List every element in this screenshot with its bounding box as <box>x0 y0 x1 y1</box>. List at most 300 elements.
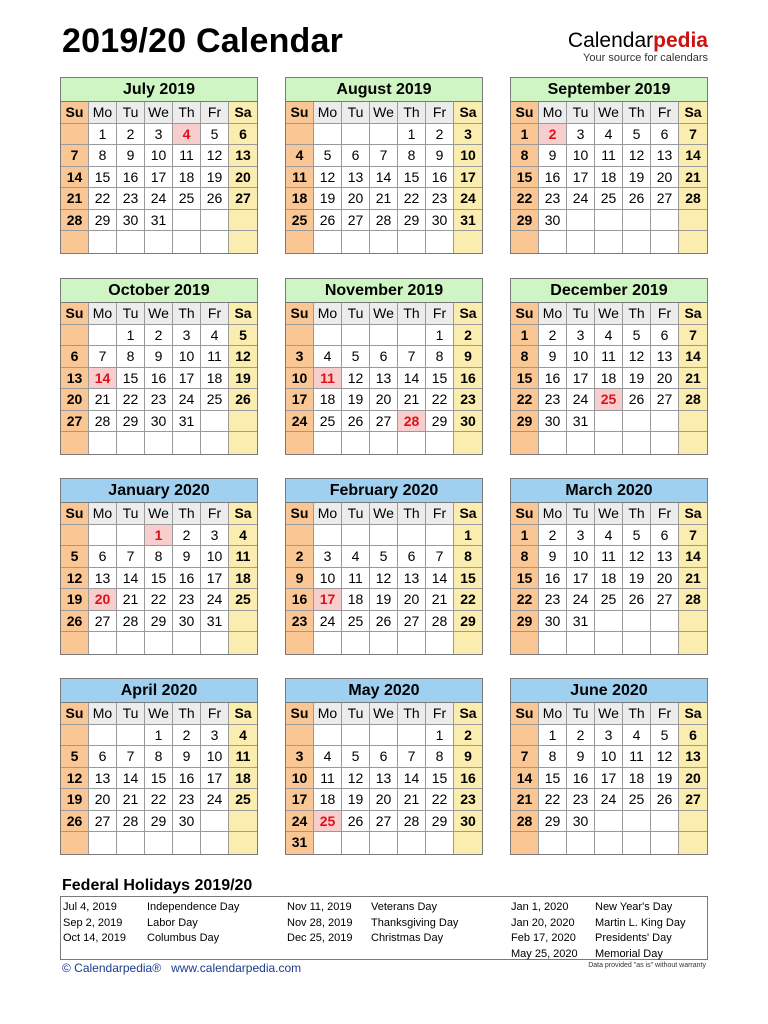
day-cell: 23 <box>454 389 482 411</box>
copyright-text: © Calendarpedia® <box>62 961 162 975</box>
day-cell: 14 <box>398 368 426 390</box>
day-cell: 5 <box>651 725 679 747</box>
empty-day-cell <box>201 832 229 854</box>
day-cell: 21 <box>679 568 707 590</box>
day-cell: 2 <box>539 325 567 347</box>
day-cell: 6 <box>651 325 679 347</box>
day-cell: 30 <box>173 611 201 633</box>
day-cell: 29 <box>117 411 145 433</box>
holiday-row <box>511 931 701 947</box>
day-cell: 11 <box>201 346 229 368</box>
weekday-header: Sa <box>454 303 482 325</box>
day-cell: 14 <box>511 768 539 790</box>
empty-day-cell <box>229 231 257 253</box>
day-cell: 30 <box>426 210 454 232</box>
empty-day-cell <box>117 525 145 547</box>
empty-day-cell <box>623 231 651 253</box>
day-cell: 8 <box>511 546 539 568</box>
empty-day-cell <box>173 832 201 854</box>
empty-day-cell <box>679 411 707 433</box>
empty-day-cell <box>61 725 89 747</box>
day-cell: 8 <box>454 546 482 568</box>
day-cell: 18 <box>229 768 257 790</box>
weekday-header: Fr <box>426 503 454 525</box>
weekday-header: Th <box>173 703 201 725</box>
day-cell: 4 <box>201 325 229 347</box>
empty-day-cell <box>342 325 370 347</box>
day-cell: 4 <box>595 325 623 347</box>
empty-day-cell <box>567 432 595 454</box>
day-cell: 25 <box>201 389 229 411</box>
empty-day-cell <box>117 432 145 454</box>
weekday-header: Tu <box>117 703 145 725</box>
empty-day-cell <box>539 231 567 253</box>
empty-day-cell <box>61 525 89 547</box>
weekday-header: Su <box>511 503 539 525</box>
day-cell: 25 <box>229 589 257 611</box>
weekday-header: We <box>595 303 623 325</box>
month-calendar <box>285 478 483 655</box>
day-cell: 9 <box>454 746 482 768</box>
day-cell: 27 <box>89 811 117 833</box>
day-cell: 2 <box>117 124 145 146</box>
brand-name-accent: pedia <box>653 29 708 52</box>
empty-day-cell <box>454 632 482 654</box>
day-cell: 20 <box>89 589 117 611</box>
day-cell: 6 <box>398 546 426 568</box>
empty-day-cell <box>398 432 426 454</box>
day-cell: 28 <box>61 210 89 232</box>
day-cell: 10 <box>145 145 173 167</box>
weekday-header: Su <box>61 102 89 124</box>
empty-day-cell <box>145 632 173 654</box>
weekday-header: Fr <box>201 303 229 325</box>
empty-day-cell <box>623 210 651 232</box>
day-cell: 29 <box>426 411 454 433</box>
day-cell: 15 <box>426 368 454 390</box>
day-cell: 25 <box>314 811 342 833</box>
weekday-header: Mo <box>314 102 342 124</box>
holiday-name: Christmas Day <box>371 932 444 944</box>
day-cell: 29 <box>426 811 454 833</box>
day-cell: 23 <box>173 589 201 611</box>
day-cell: 19 <box>201 167 229 189</box>
day-cell: 20 <box>651 167 679 189</box>
weekday-header: We <box>145 303 173 325</box>
day-cell: 23 <box>426 188 454 210</box>
empty-day-cell <box>229 210 257 232</box>
day-cell: 20 <box>61 389 89 411</box>
day-cell: 12 <box>370 568 398 590</box>
day-cell: 29 <box>511 411 539 433</box>
empty-day-cell <box>370 231 398 253</box>
day-cell: 10 <box>286 768 314 790</box>
day-cell: 24 <box>595 789 623 811</box>
empty-day-cell <box>651 811 679 833</box>
empty-day-cell <box>89 832 117 854</box>
weekday-header: Su <box>61 303 89 325</box>
weekday-header: We <box>370 102 398 124</box>
day-cell: 14 <box>370 167 398 189</box>
day-cell: 11 <box>173 145 201 167</box>
day-cell: 3 <box>567 124 595 146</box>
empty-day-cell <box>342 525 370 547</box>
empty-day-cell <box>370 725 398 747</box>
weekday-header: Su <box>286 303 314 325</box>
holiday-date: Feb 17, 2020 <box>511 932 576 944</box>
day-cell: 13 <box>89 568 117 590</box>
day-cell: 29 <box>89 210 117 232</box>
empty-day-cell <box>623 632 651 654</box>
empty-day-cell <box>61 325 89 347</box>
weekday-header: Tu <box>567 102 595 124</box>
day-cell: 29 <box>145 811 173 833</box>
day-cell: 8 <box>145 746 173 768</box>
day-cell: 6 <box>651 124 679 146</box>
empty-day-cell <box>595 832 623 854</box>
day-cell: 13 <box>679 746 707 768</box>
empty-day-cell <box>342 632 370 654</box>
weekday-header: Th <box>398 503 426 525</box>
weekday-header: Su <box>61 703 89 725</box>
weekday-header: Mo <box>314 703 342 725</box>
day-cell: 8 <box>539 746 567 768</box>
day-cell: 5 <box>229 325 257 347</box>
day-cell: 13 <box>651 546 679 568</box>
empty-day-cell <box>342 231 370 253</box>
website-link[interactable]: www.calendarpedia.com <box>171 961 302 975</box>
day-cell: 19 <box>623 167 651 189</box>
day-cell: 7 <box>89 346 117 368</box>
day-cell: 25 <box>595 389 623 411</box>
day-cell: 25 <box>595 188 623 210</box>
month-calendar <box>510 278 708 455</box>
day-cell: 24 <box>201 789 229 811</box>
holiday-name: New Year's Day <box>595 901 673 913</box>
holiday-date: Oct 14, 2019 <box>63 932 126 944</box>
day-cell: 14 <box>117 768 145 790</box>
day-cell: 4 <box>286 145 314 167</box>
day-cell: 5 <box>370 546 398 568</box>
day-cell: 4 <box>623 725 651 747</box>
day-cell: 6 <box>89 546 117 568</box>
day-cell: 11 <box>595 346 623 368</box>
empty-day-cell <box>651 210 679 232</box>
day-cell: 15 <box>539 768 567 790</box>
day-cell: 22 <box>89 188 117 210</box>
empty-day-cell <box>229 411 257 433</box>
day-cell: 5 <box>201 124 229 146</box>
empty-day-cell <box>89 325 117 347</box>
empty-day-cell <box>623 411 651 433</box>
weekday-header: Su <box>511 102 539 124</box>
day-cell: 24 <box>173 389 201 411</box>
day-cell: 14 <box>117 568 145 590</box>
day-cell: 17 <box>145 167 173 189</box>
day-cell: 22 <box>117 389 145 411</box>
day-cell: 17 <box>286 389 314 411</box>
day-cell: 21 <box>426 589 454 611</box>
day-cell: 28 <box>398 811 426 833</box>
empty-day-cell <box>229 632 257 654</box>
weekday-header: Mo <box>89 102 117 124</box>
holidays-table <box>60 896 708 960</box>
day-cell: 2 <box>454 725 482 747</box>
empty-day-cell <box>679 611 707 633</box>
day-cell: 23 <box>173 789 201 811</box>
day-cell: 26 <box>342 811 370 833</box>
day-cell: 1 <box>145 725 173 747</box>
empty-day-cell <box>229 811 257 833</box>
weekday-header: Mo <box>539 503 567 525</box>
weekday-header: Su <box>511 703 539 725</box>
day-cell: 18 <box>201 368 229 390</box>
day-cell: 16 <box>539 568 567 590</box>
day-cell: 8 <box>511 145 539 167</box>
empty-day-cell <box>201 811 229 833</box>
empty-day-cell <box>342 432 370 454</box>
weekday-header: Fr <box>426 303 454 325</box>
empty-day-cell <box>173 210 201 232</box>
weekday-header: Sa <box>679 102 707 124</box>
day-cell: 11 <box>342 568 370 590</box>
month-title: July 2019 <box>61 78 257 102</box>
day-cell: 24 <box>567 589 595 611</box>
weekday-header: Fr <box>651 303 679 325</box>
day-cell: 17 <box>314 589 342 611</box>
empty-day-cell <box>539 632 567 654</box>
day-cell: 23 <box>567 789 595 811</box>
holiday-row <box>63 931 253 947</box>
weekday-header: Sa <box>229 102 257 124</box>
weekday-header: We <box>595 102 623 124</box>
day-cell: 11 <box>286 167 314 189</box>
brand-logo <box>568 30 708 64</box>
weekday-header: Sa <box>679 303 707 325</box>
day-cell: 15 <box>454 568 482 590</box>
holiday-date: Jan 1, 2020 <box>511 901 569 913</box>
weekday-header: Tu <box>342 303 370 325</box>
day-cell: 7 <box>511 746 539 768</box>
empty-day-cell <box>314 832 342 854</box>
day-cell: 7 <box>679 124 707 146</box>
empty-day-cell <box>426 832 454 854</box>
day-cell: 8 <box>89 145 117 167</box>
empty-day-cell <box>595 231 623 253</box>
day-cell: 5 <box>61 546 89 568</box>
day-cell: 4 <box>229 525 257 547</box>
weekday-header: Tu <box>567 703 595 725</box>
month-calendar <box>510 678 708 855</box>
day-cell: 9 <box>539 346 567 368</box>
weekday-header: Th <box>623 102 651 124</box>
day-cell: 9 <box>286 568 314 590</box>
day-cell: 9 <box>454 346 482 368</box>
day-cell: 20 <box>229 167 257 189</box>
day-cell: 30 <box>145 411 173 433</box>
weekday-header: We <box>595 503 623 525</box>
day-cell: 8 <box>398 145 426 167</box>
day-cell: 2 <box>567 725 595 747</box>
day-cell: 6 <box>61 346 89 368</box>
empty-day-cell <box>595 632 623 654</box>
weekday-header: Su <box>286 102 314 124</box>
month-title: February 2020 <box>286 479 482 503</box>
day-cell: 1 <box>145 525 173 547</box>
weekday-header: Mo <box>539 703 567 725</box>
weekday-header: Th <box>623 703 651 725</box>
empty-day-cell <box>370 832 398 854</box>
holiday-date: Dec 25, 2019 <box>287 932 353 944</box>
empty-day-cell <box>314 432 342 454</box>
month-title: August 2019 <box>286 78 482 102</box>
empty-day-cell <box>623 611 651 633</box>
day-cell: 5 <box>623 124 651 146</box>
holiday-date: Nov 11, 2019 <box>287 901 352 913</box>
day-cell: 6 <box>342 145 370 167</box>
day-cell: 15 <box>511 167 539 189</box>
day-cell: 3 <box>567 325 595 347</box>
day-cell: 8 <box>426 746 454 768</box>
empty-day-cell <box>286 432 314 454</box>
day-cell: 15 <box>511 368 539 390</box>
weekday-header: Mo <box>314 503 342 525</box>
day-cell: 11 <box>314 368 342 390</box>
empty-day-cell <box>426 231 454 253</box>
day-cell: 26 <box>201 188 229 210</box>
weekday-header: Tu <box>117 503 145 525</box>
day-cell: 26 <box>370 611 398 633</box>
day-cell: 25 <box>314 411 342 433</box>
empty-day-cell <box>567 231 595 253</box>
empty-day-cell <box>595 210 623 232</box>
empty-day-cell <box>651 832 679 854</box>
weekday-header: Tu <box>567 303 595 325</box>
day-cell: 31 <box>201 611 229 633</box>
day-cell: 13 <box>342 167 370 189</box>
day-cell: 1 <box>511 325 539 347</box>
day-cell: 9 <box>173 746 201 768</box>
month-title: June 2020 <box>511 679 707 703</box>
day-cell: 6 <box>679 725 707 747</box>
holiday-row <box>287 916 477 932</box>
day-cell: 29 <box>511 210 539 232</box>
day-cell: 1 <box>117 325 145 347</box>
day-cell: 31 <box>454 210 482 232</box>
day-cell: 21 <box>679 167 707 189</box>
day-cell: 7 <box>117 746 145 768</box>
day-cell: 12 <box>201 145 229 167</box>
day-cell: 19 <box>623 368 651 390</box>
weekday-header: Sa <box>454 503 482 525</box>
day-cell: 12 <box>623 145 651 167</box>
day-cell: 11 <box>595 145 623 167</box>
empty-day-cell <box>89 231 117 253</box>
day-cell: 12 <box>651 746 679 768</box>
weekday-header: Tu <box>342 503 370 525</box>
brand-name-main: Calendar <box>567 29 654 52</box>
day-cell: 14 <box>679 346 707 368</box>
holidays-title: Federal Holidays 2019/20 <box>62 877 253 894</box>
day-cell: 6 <box>651 525 679 547</box>
weekday-header: We <box>595 703 623 725</box>
empty-day-cell <box>173 231 201 253</box>
day-cell: 10 <box>314 568 342 590</box>
day-cell: 11 <box>229 546 257 568</box>
day-cell: 26 <box>229 389 257 411</box>
holiday-name: Martin L. King Day <box>595 916 686 929</box>
day-cell: 24 <box>145 188 173 210</box>
day-cell: 18 <box>229 568 257 590</box>
weekday-header: Su <box>61 503 89 525</box>
day-cell: 24 <box>201 589 229 611</box>
day-cell: 19 <box>342 389 370 411</box>
day-cell: 4 <box>342 546 370 568</box>
month-title: March 2020 <box>511 479 707 503</box>
day-cell: 27 <box>61 411 89 433</box>
empty-day-cell <box>511 432 539 454</box>
day-cell: 12 <box>314 167 342 189</box>
empty-day-cell <box>454 432 482 454</box>
day-cell: 19 <box>229 368 257 390</box>
day-cell: 23 <box>539 589 567 611</box>
day-cell: 18 <box>595 167 623 189</box>
day-cell: 22 <box>426 789 454 811</box>
day-cell: 26 <box>623 188 651 210</box>
day-cell: 28 <box>398 411 426 433</box>
empty-day-cell <box>342 832 370 854</box>
empty-day-cell <box>61 832 89 854</box>
day-cell: 18 <box>595 368 623 390</box>
day-cell: 23 <box>539 188 567 210</box>
day-cell: 21 <box>398 389 426 411</box>
month-calendar <box>60 478 258 655</box>
day-cell: 22 <box>511 389 539 411</box>
weekday-header: Fr <box>426 703 454 725</box>
empty-day-cell <box>567 832 595 854</box>
holiday-name: Veterans Day <box>371 901 438 913</box>
day-cell: 16 <box>173 768 201 790</box>
day-cell: 27 <box>370 411 398 433</box>
empty-day-cell <box>117 231 145 253</box>
month-calendar <box>510 77 708 254</box>
day-cell: 8 <box>117 346 145 368</box>
empty-day-cell <box>398 231 426 253</box>
day-cell: 8 <box>145 546 173 568</box>
holiday-row <box>511 900 701 916</box>
day-cell: 16 <box>145 368 173 390</box>
day-cell: 9 <box>117 145 145 167</box>
day-cell: 27 <box>229 188 257 210</box>
day-cell: 27 <box>398 611 426 633</box>
weekday-header: Su <box>511 303 539 325</box>
day-cell: 2 <box>454 325 482 347</box>
day-cell: 30 <box>173 811 201 833</box>
day-cell: 18 <box>173 167 201 189</box>
weekday-header: Th <box>173 503 201 525</box>
empty-day-cell <box>567 210 595 232</box>
day-cell: 11 <box>595 546 623 568</box>
empty-day-cell <box>398 525 426 547</box>
empty-day-cell <box>89 725 117 747</box>
empty-day-cell <box>286 325 314 347</box>
day-cell: 28 <box>679 389 707 411</box>
empty-day-cell <box>117 725 145 747</box>
day-cell: 12 <box>623 346 651 368</box>
day-cell: 1 <box>539 725 567 747</box>
day-cell: 7 <box>426 546 454 568</box>
day-cell: 28 <box>679 188 707 210</box>
